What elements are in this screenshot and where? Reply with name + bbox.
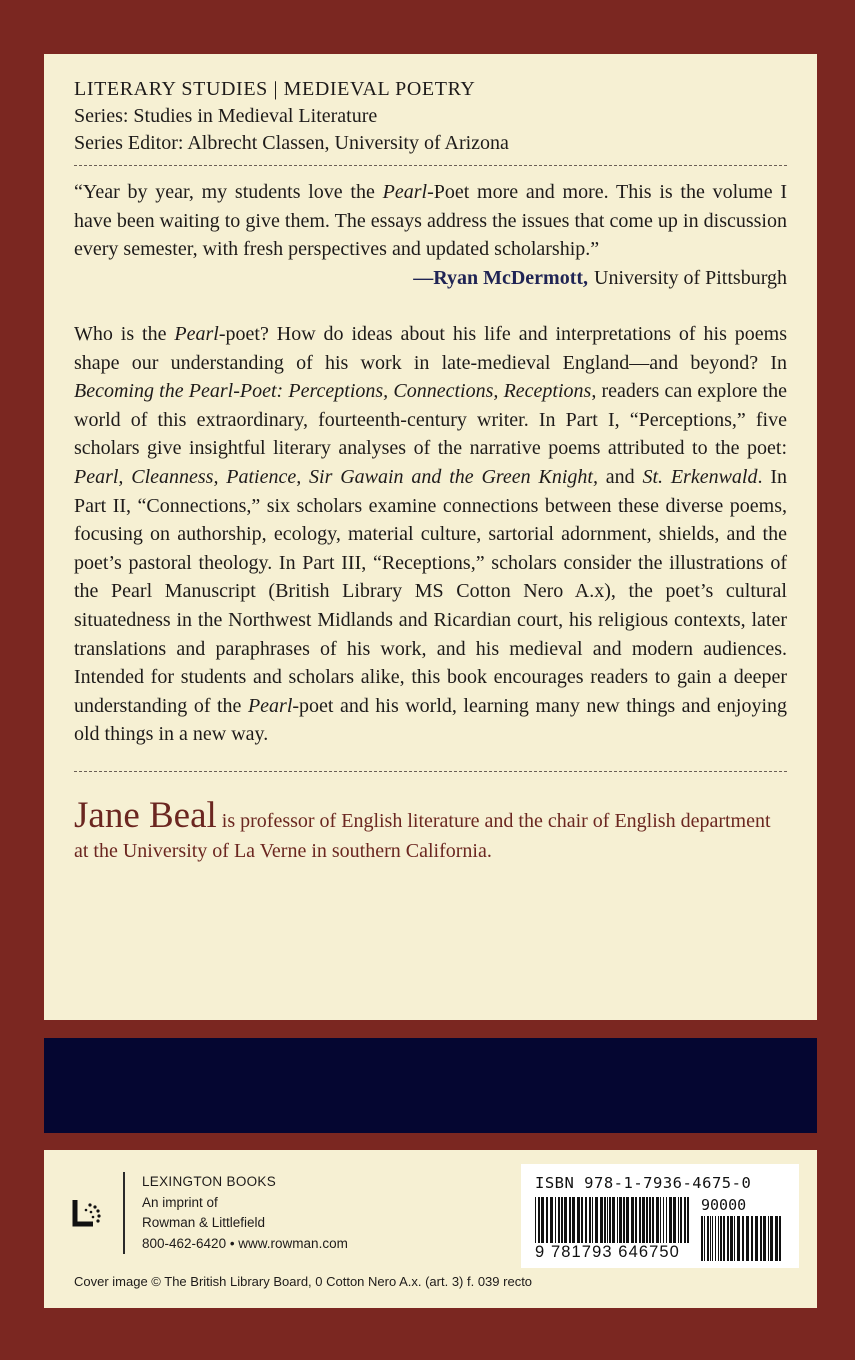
barcode-bar bbox=[550, 1197, 553, 1243]
back-cover-panel bbox=[44, 54, 817, 1020]
quote-text-2: -Poet more and more. This is the volume I have been waiting to give them. The essays address the issues that come up in discussion every semester, with fresh perspectives and updated scholarship.” bbox=[74, 181, 788, 260]
barcode-bar bbox=[660, 1197, 661, 1243]
barcode-bar bbox=[656, 1197, 659, 1243]
poem-erkenwald: St. Erkenwald bbox=[642, 465, 758, 488]
poem-list: Pearl, Cleanness, Patience, Sir Gawain and the Green Knight, bbox=[74, 465, 598, 488]
price-barcode bbox=[701, 1216, 781, 1261]
isbn-barcode bbox=[521, 1164, 799, 1268]
barcode-bar bbox=[720, 1216, 722, 1261]
desc-text-3: , readers can explore the world of this extraordinary, fourteenth-century writer. In Part I, “Perceptions,” five scholars give insightful literary analyses of the narrative poems attributed to the poet: bbox=[74, 380, 787, 460]
dashed-divider-top bbox=[74, 165, 787, 166]
series-line: Series: Studies in Medieval Literature bbox=[74, 105, 378, 127]
barcode-bar bbox=[646, 1197, 648, 1243]
barcode-bar bbox=[663, 1197, 664, 1243]
author-name: Jane Beal bbox=[74, 794, 217, 836]
barcode-bar bbox=[723, 1216, 725, 1261]
barcode-bar bbox=[595, 1197, 598, 1243]
barcode-bar bbox=[558, 1197, 560, 1243]
barcode-bar bbox=[760, 1216, 762, 1261]
barcode-bar bbox=[569, 1197, 571, 1243]
barcode-bar bbox=[684, 1197, 686, 1243]
parent-publisher: Rowman & Littlefield bbox=[142, 1215, 266, 1230]
barcode-bar bbox=[635, 1197, 637, 1243]
barcode-bar bbox=[607, 1197, 608, 1243]
navy-band bbox=[44, 1038, 817, 1133]
barcode-bar bbox=[600, 1197, 603, 1243]
desc-text-4: and bbox=[597, 465, 643, 488]
endorser-affiliation: University of Pittsburgh bbox=[594, 266, 787, 289]
barcode-bar bbox=[680, 1197, 682, 1243]
series-editor-line: Series Editor: Albrecht Classen, University of Arizona bbox=[74, 132, 509, 154]
barcode-bar bbox=[589, 1197, 591, 1243]
barcode-bar bbox=[585, 1197, 587, 1243]
endorser-name: —Ryan McDermott, bbox=[413, 266, 589, 289]
barcode-bar bbox=[770, 1216, 773, 1261]
barcode-bar bbox=[555, 1197, 556, 1243]
isbn-text: ISBN 978-1-7936-4675-0 bbox=[535, 1174, 752, 1192]
barcode-bar bbox=[617, 1197, 618, 1243]
barcode-bar bbox=[669, 1197, 672, 1243]
endorsement-attribution bbox=[74, 264, 787, 293]
barcode-bar bbox=[727, 1216, 729, 1261]
barcode-bar bbox=[712, 1216, 713, 1261]
barcode-bar bbox=[768, 1216, 769, 1261]
desc-text-2: -poet? How do ideas about his life and interpretations of his poems shape our understanding of his work in late-medieval England—and beyond? In bbox=[74, 323, 787, 374]
barcode-bar bbox=[639, 1197, 641, 1243]
barcode-bar bbox=[737, 1216, 740, 1261]
barcode-bar bbox=[535, 1197, 536, 1243]
desc-text-1: Who is the bbox=[74, 323, 175, 345]
endorsement-quote bbox=[74, 178, 787, 264]
barcode-bar bbox=[707, 1216, 709, 1261]
book-description bbox=[74, 320, 787, 749]
category-line: LITERARY STUDIES | MEDIEVAL POETRY bbox=[74, 78, 476, 100]
ean-barcode bbox=[535, 1197, 690, 1243]
barcode-digits: 9 781793 646750 bbox=[535, 1243, 680, 1261]
lexington-logo-icon bbox=[71, 1196, 105, 1230]
quote-pearl: Pearl bbox=[382, 181, 428, 203]
barcode-bar bbox=[626, 1197, 629, 1243]
barcode-bar bbox=[541, 1197, 544, 1243]
barcode-bar bbox=[604, 1197, 606, 1243]
barcode-bar bbox=[779, 1216, 781, 1261]
barcode-bar bbox=[751, 1216, 753, 1261]
imprint-line: An imprint of bbox=[142, 1194, 218, 1210]
author-bio bbox=[74, 794, 787, 866]
barcode-bar bbox=[687, 1197, 689, 1243]
barcode-bar bbox=[619, 1197, 622, 1243]
barcode-bar bbox=[666, 1197, 667, 1243]
barcode-bar bbox=[746, 1216, 749, 1261]
author-bio-text: is professor of English literature and the chair of English department at the University of La Verne in southern California. bbox=[74, 809, 771, 862]
barcode-bar bbox=[734, 1216, 735, 1261]
barcode-bar bbox=[564, 1197, 567, 1243]
publisher-contact: 800-462-6420 • www.rowman.com bbox=[142, 1235, 348, 1251]
barcode-bar bbox=[649, 1197, 651, 1243]
barcode-bar bbox=[710, 1216, 711, 1261]
quote-text-1: “Year by year, my students love the bbox=[74, 181, 383, 203]
barcode-bar bbox=[572, 1197, 575, 1243]
dashed-divider-bottom bbox=[74, 771, 787, 772]
vertical-rule bbox=[123, 1172, 125, 1254]
barcode-bar bbox=[546, 1197, 548, 1243]
desc-text-5: . In Part II, “Connections,” six scholars examine connections between these diverse poems, focusing on authorship, ecology, material culture, sartorial adornment, shields, and the poet’s pastoral theology. In Part III, “Receptions,” scholars consider the illustrations of the Pearl Manuscript (British Library MS Cotton Nero A.x), the poet’s cultural situatedness in the Northwest Midlands and Ricardian court, his religious contexts, later translations and paraphrases of his work, and his medieval and modern audiences. Intended for students and scholars alike, this book encourages readers to gain a deeper understanding of the bbox=[74, 465, 787, 717]
publisher-name: LEXINGTON BOOKS bbox=[142, 1174, 277, 1189]
barcode-bar bbox=[701, 1216, 703, 1261]
barcode-bar bbox=[631, 1197, 634, 1243]
barcode-bar bbox=[704, 1216, 705, 1261]
barcode-bar bbox=[775, 1216, 778, 1261]
publisher-info bbox=[142, 1172, 348, 1254]
barcode-bar bbox=[612, 1197, 615, 1243]
barcode-bar bbox=[642, 1197, 645, 1243]
desc-pearl-b: Pearl bbox=[247, 694, 293, 717]
barcode-bar bbox=[623, 1197, 625, 1243]
barcode-bar bbox=[718, 1216, 719, 1261]
desc-text-6: -poet and his world, learning many new things and enjoying old things in a new way. bbox=[74, 694, 788, 746]
barcode-bar bbox=[715, 1216, 716, 1261]
price-code: 90000 bbox=[701, 1196, 747, 1214]
barcode-bar bbox=[742, 1216, 744, 1261]
barcode-bar bbox=[592, 1197, 593, 1243]
barcode-bar bbox=[652, 1197, 654, 1243]
barcode-bar bbox=[581, 1197, 583, 1243]
barcode-bar bbox=[561, 1197, 563, 1243]
barcode-bar bbox=[609, 1197, 611, 1243]
cover-image-credit: Cover image © The British Library Board, 0 Cotton Nero A.x. (art. 3) f. 039 recto bbox=[74, 1274, 533, 1289]
barcode-bar bbox=[678, 1197, 679, 1243]
barcode-bar bbox=[763, 1216, 766, 1261]
barcode-bar bbox=[755, 1216, 758, 1261]
barcode-bar bbox=[730, 1216, 733, 1261]
imprint-panel bbox=[44, 1150, 817, 1308]
barcode-bar bbox=[577, 1197, 580, 1243]
barcode-bar bbox=[538, 1197, 540, 1243]
book-title: Becoming the Pearl-Poet: Perceptions, Connections, Receptions bbox=[74, 380, 592, 403]
desc-pearl-a: Pearl bbox=[174, 323, 219, 345]
barcode-bar bbox=[673, 1197, 676, 1243]
